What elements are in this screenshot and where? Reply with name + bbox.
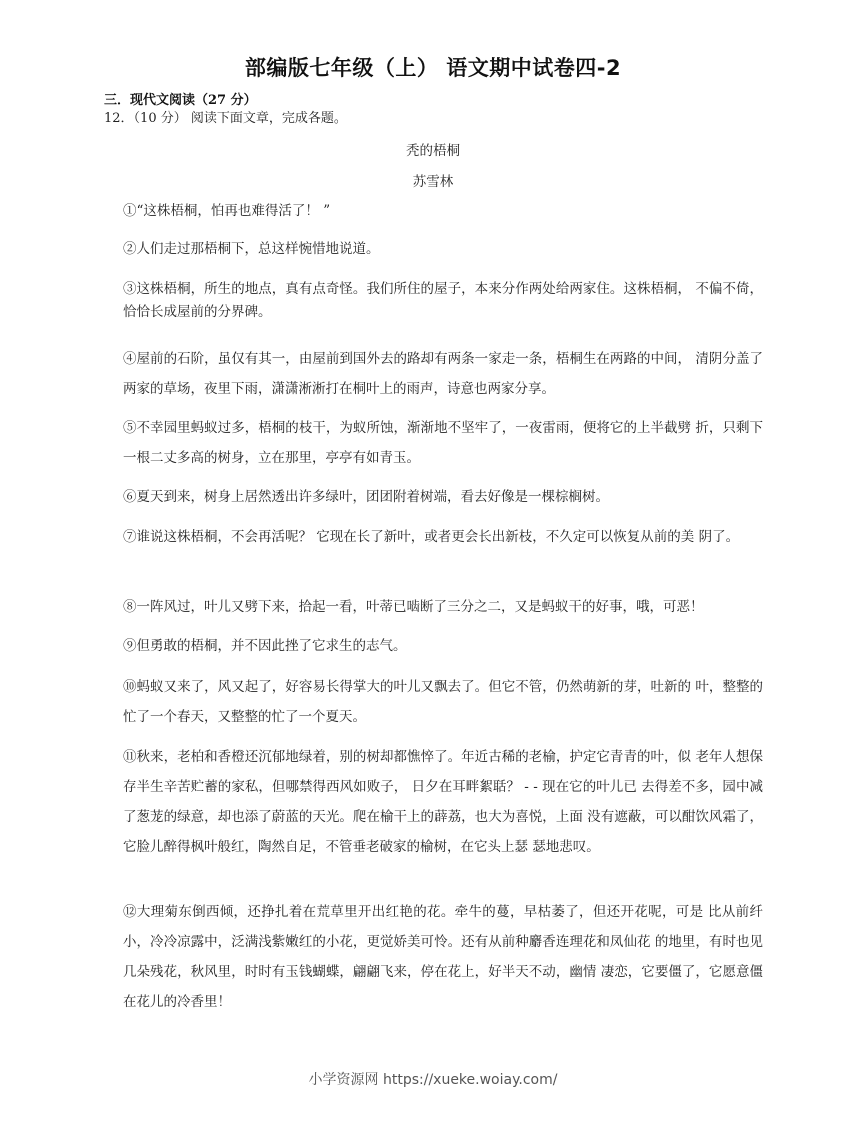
paragraph-9: ⑨但勇敢的梧桐，并不因此挫了它求生的志气。 xyxy=(123,638,407,654)
paragraph-2: ②人们走过那梧桐下，总这样惋惜地说道。 xyxy=(123,241,380,257)
paragraph-3: ③这株梧桐，所生的地点，真有点奇怪。我们所住的屋子，本来分作两处给两家住。这株梧桐， 不偏不倚，恰恰长成屋前的分界碑。 xyxy=(123,281,763,320)
paragraph-11: ⑪秋来，老柏和香橙还沉郁地绿着，别的树却都憔悴了。年近古稀的老榆，护定它青青的叶，似 老年人想保存半生辛苦贮蓄的家私，但哪禁得西风如败子， 日夕在耳畔絮聒？ - - 现在它的叶儿已 去得差不多，园中减了葱茏的绿意，却也添了蔚蓝的天光。爬在榆干上的薜荔，也大为喜悦，上面 没有遮蔽，可以酣饮风霜了，它脸儿醉得枫叶般红，陶然自足，不管垂老破家的榆树，在它头上瑟 瑟地悲叹。 xyxy=(123,749,763,855)
article-title: 秃的梧桐 xyxy=(406,143,460,159)
paragraph-7: ⑦谁说这株梧桐，不会再活呢？ 它现在长了新叶，或者更会长出新枝，不久定可以恢复从前的美 阴了。 xyxy=(123,529,740,545)
section-heading: 三．现代文阅读（27 分） xyxy=(104,93,257,108)
paragraph-8: ⑧一阵风过，叶儿又劈下来，拾起一看，叶蒂已啮断了三分之二，又是蚂蚁干的好事，哦，可恶！ xyxy=(123,599,704,615)
article-author: 苏雪林 xyxy=(412,174,454,190)
question-instruction: 12．（10 分） 阅读下面文章，完成各题。 xyxy=(104,111,347,126)
paragraph-12: ⑫大理菊东倒西倾，还挣扎着在荒草里开出红艳的花。牵牛的蔓，早枯萎了，但还开花呢，可是 比从前纤小，冷冷凉露中，泛满浅紫嫩红的小花，更觉娇美可怜。还有从前种麝香连理花和凤仙花 的地里，有时也见几朵残花，秋风里，时时有玉钱蝴蝶，翩翩飞来，停在花上，好半天不动，幽情 凄恋，它要僵了，它愿意僵在花儿的冷香里！ xyxy=(123,904,763,1010)
paragraph-10: ⑩蚂蚁又来了，风又起了，好容易长得掌大的叶儿又飘去了。但它不管，仍然萌新的芽，吐新的 叶，整整的忙了一个春天，又整整的忙了一个夏天。 xyxy=(123,679,763,725)
footer-watermark: 小学资源网 https://xueke.woiay.com/ xyxy=(308,1072,558,1088)
paragraph-4: ④屋前的石阶，虽仅有其一，由屋前到国外去的路却有两条一家走一条，梧桐生在两路的中间， 清阴分盖了两家的草场，夜里下雨，潇潇淅淅打在桐叶上的雨声，诗意也两家分享。 xyxy=(123,351,763,397)
paragraph-1: ①“这株梧桐，怕再也难得活了！ ” xyxy=(123,203,331,219)
paragraph-6: ⑥夏天到来，树身上居然透出许多绿叶，团团附着树端，看去好像是一棵棕榈树。 xyxy=(123,489,609,505)
paragraph-5: ⑤不幸园里蚂蚁过多，梧桐的枝干，为蚁所蚀，渐渐地不坚牢了，一夜雷雨，便将它的上半截劈 折，只剩下一根二丈多高的树身，立在那里，亭亭有如青玉。 xyxy=(123,420,763,466)
page-title: 部编版七年级（上） 语文期中试卷四-2 xyxy=(244,56,622,80)
